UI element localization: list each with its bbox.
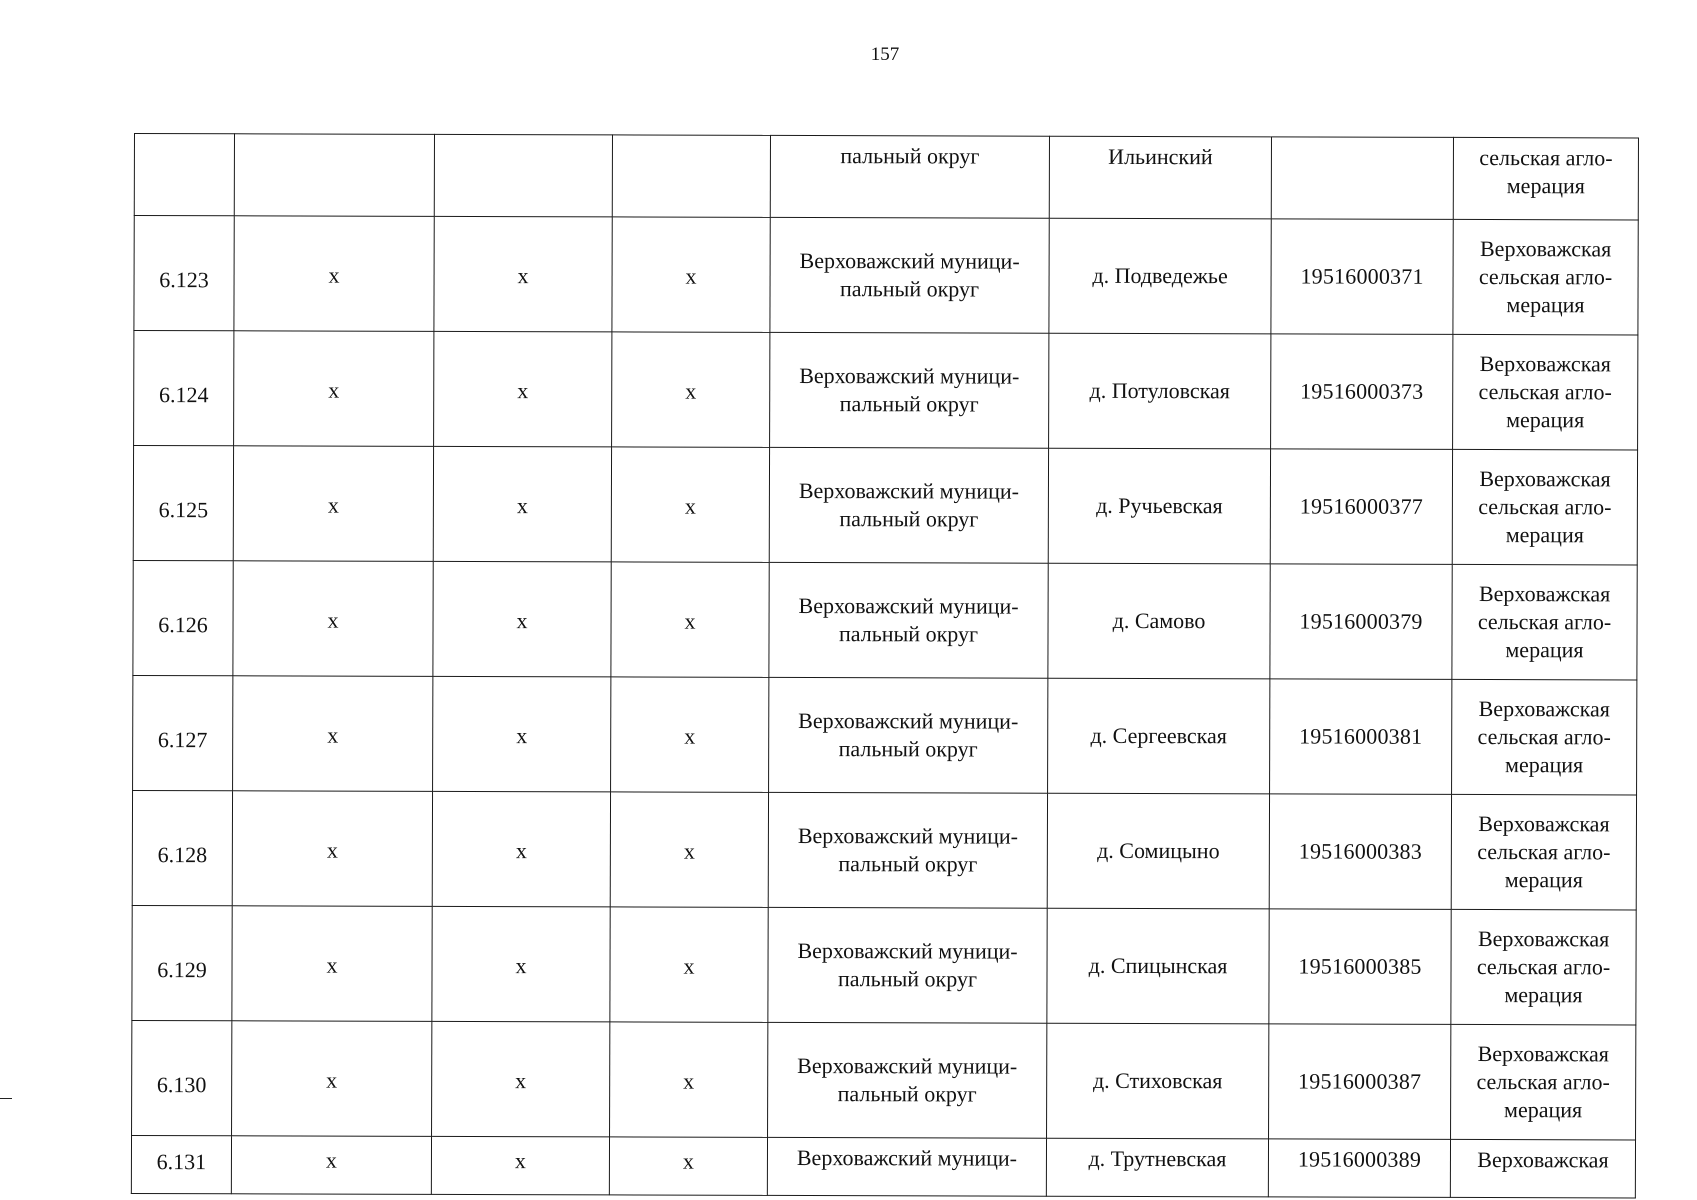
cell-column-3: х bbox=[434, 331, 612, 447]
table-row bbox=[133, 560, 1637, 679]
cell-column-2: х bbox=[234, 216, 434, 332]
cell-column-3: х bbox=[433, 446, 611, 562]
cell-column-2: х bbox=[233, 676, 433, 792]
cell-code: 19516000379 bbox=[1270, 564, 1452, 680]
cell-district: Верховажский муници- пальный округ bbox=[768, 907, 1047, 1023]
cell-code: 19516000385 bbox=[1269, 909, 1451, 1025]
cell-settlement: д. Самово bbox=[1048, 563, 1270, 679]
cell-agglomeration: Верховажская сельская агло- мерация bbox=[1453, 334, 1638, 450]
cell-agglomeration: Верховажская bbox=[1450, 1139, 1635, 1198]
table-row bbox=[134, 216, 1638, 335]
cell-column-4: х bbox=[609, 1137, 767, 1195]
cell-number bbox=[134, 134, 234, 216]
cell-code: 19516000373 bbox=[1271, 334, 1453, 450]
cell-column-2 bbox=[234, 134, 434, 217]
cell-number: 6.124 bbox=[134, 331, 234, 446]
table-container bbox=[131, 133, 1639, 1198]
cell-column-3: х bbox=[433, 561, 611, 677]
settlements-table bbox=[131, 133, 1639, 1198]
cell-district: Верховажский муници- пальный округ bbox=[770, 217, 1049, 333]
cell-column-2: х bbox=[234, 331, 434, 447]
cell-number: 6.126 bbox=[133, 560, 233, 675]
margin-dash bbox=[0, 1098, 12, 1099]
cell-settlement: д. Потуловская bbox=[1049, 333, 1271, 449]
cell-district: пальный округ bbox=[770, 135, 1049, 218]
page-number: 157 bbox=[870, 44, 900, 65]
cell-column-3: х bbox=[432, 791, 610, 907]
cell-agglomeration: Верховажская сельская агло- мерация bbox=[1451, 909, 1636, 1025]
cell-agglomeration: Верховажская сельская агло- мерация bbox=[1452, 449, 1637, 565]
cell-district: Верховажский муници- пальный округ bbox=[769, 677, 1048, 793]
cell-agglomeration: Верховажская сельская агло- мерация bbox=[1451, 1024, 1636, 1140]
cell-code: 19516000377 bbox=[1270, 449, 1452, 565]
cell-agglomeration: Верховажская сельская агло- мерация bbox=[1452, 679, 1637, 795]
cell-column-3: х bbox=[434, 216, 612, 332]
table-row-continued bbox=[134, 134, 1638, 220]
cell-district: Верховажский муници- пальный округ bbox=[769, 447, 1048, 563]
cell-code: 19516000387 bbox=[1269, 1024, 1451, 1140]
table-row bbox=[133, 446, 1637, 565]
cell-settlement: д. Сомицыно bbox=[1047, 793, 1269, 909]
cell-agglomeration: Верховажская сельская агло- мерация bbox=[1453, 219, 1638, 335]
cell-column-2: х bbox=[232, 1021, 432, 1137]
cell-district: Верховажский муници- пальный округ bbox=[769, 562, 1048, 678]
cell-column-3: х bbox=[432, 1021, 610, 1137]
cell-column-4: х bbox=[610, 907, 768, 1022]
cell-code: 19516000383 bbox=[1269, 794, 1451, 910]
cell-district: Верховажский муници- пальный округ bbox=[768, 792, 1047, 908]
cell-column-4 bbox=[612, 135, 770, 217]
table-row bbox=[134, 331, 1638, 450]
cell-number: 6.130 bbox=[132, 1020, 232, 1135]
cell-column-4: х bbox=[612, 217, 770, 332]
cell-column-3: х bbox=[432, 906, 610, 1022]
table-row bbox=[132, 1020, 1636, 1139]
cell-district: Верховажский муници- bbox=[767, 1137, 1046, 1196]
cell-column-3: х bbox=[431, 1136, 609, 1195]
cell-number: 6.129 bbox=[132, 905, 232, 1020]
cell-settlement: Ильинский bbox=[1049, 136, 1271, 219]
cell-district: Верховажский муници- пальный округ bbox=[768, 1022, 1047, 1138]
cell-agglomeration: Верховажская сельская агло- мерация bbox=[1452, 564, 1637, 680]
cell-settlement: д. Ручьевская bbox=[1048, 448, 1270, 564]
table-row bbox=[132, 905, 1636, 1024]
cell-column-4: х bbox=[612, 332, 770, 447]
cell-column-2: х bbox=[232, 906, 432, 1022]
table-row bbox=[132, 790, 1636, 909]
cell-number: 6.127 bbox=[133, 675, 233, 790]
cell-code: 19516000371 bbox=[1271, 219, 1453, 335]
cell-column-2: х bbox=[233, 561, 433, 677]
cell-settlement: д. Спицынская bbox=[1047, 908, 1269, 1024]
cell-column-2: х bbox=[231, 1136, 431, 1195]
cell-settlement: д. Подведежье bbox=[1049, 218, 1271, 334]
cell-column-4: х bbox=[611, 562, 769, 677]
cell-district: Верховажский муници- пальный округ bbox=[770, 332, 1049, 448]
table-body bbox=[131, 134, 1638, 1198]
cell-number: 6.131 bbox=[131, 1135, 231, 1193]
cell-column-3 bbox=[434, 134, 612, 217]
table-row bbox=[133, 675, 1637, 794]
cell-settlement: д. Стиховская bbox=[1047, 1023, 1269, 1139]
cell-settlement: д. Трутневская bbox=[1046, 1138, 1268, 1197]
cell-code bbox=[1271, 137, 1453, 220]
cell-agglomeration: сельская агло- мерация bbox=[1453, 137, 1638, 220]
cell-code: 19516000389 bbox=[1268, 1139, 1450, 1198]
cell-column-4: х bbox=[611, 447, 769, 562]
cell-column-4: х bbox=[611, 677, 769, 792]
cell-number: 6.128 bbox=[132, 790, 232, 905]
cell-column-3: х bbox=[433, 676, 611, 792]
cell-column-2: х bbox=[233, 446, 433, 562]
cell-settlement: д. Сергеевская bbox=[1048, 678, 1270, 794]
cell-column-4: х bbox=[610, 792, 768, 907]
cell-number: 6.123 bbox=[134, 216, 234, 331]
cell-column-4: х bbox=[610, 1022, 768, 1137]
cell-number: 6.125 bbox=[133, 446, 233, 561]
cell-column-2: х bbox=[232, 791, 432, 907]
cell-agglomeration: Верховажская сельская агло- мерация bbox=[1451, 794, 1636, 910]
cell-code: 19516000381 bbox=[1270, 679, 1452, 795]
table-row bbox=[131, 1135, 1635, 1197]
